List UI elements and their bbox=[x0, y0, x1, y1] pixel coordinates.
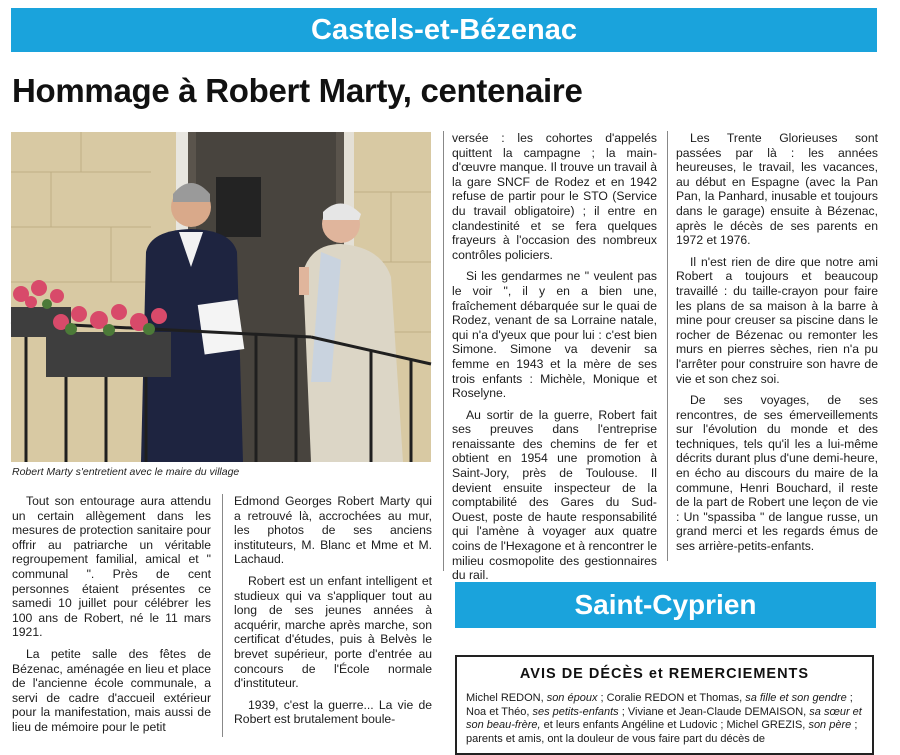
paragraph: Si les gendarmes ne " veulent pas le voir ", il y en a bien une, fraîchement débarquée sur le quai de Rodez, venant de sa Lorraine natale, qui n'a d'yeux que pour lui : c'est bien Simone. Simone va devenir sa femme en 1943 et la mère de ses trois enfants : Michèle, Monique et Roselyne. bbox=[452, 269, 657, 401]
section-banner-saint-cyprien bbox=[455, 582, 876, 628]
photo-illustration bbox=[11, 132, 431, 462]
notice-text: et leurs enfants Angéline et Ludovic ; Michel GREZIS, bbox=[543, 719, 806, 731]
paragraph: Robert est un enfant intelligent et studieux qui va s'appliquer tout au long de ses jeunes années à acquérir, marche après marche, son certificat d'études, puis à Belvès le brevet supérieur, porte d'entrée au concours de l'École normale d'instituteur. bbox=[234, 573, 432, 691]
notice-text: ; Viviane et Jean-Claude DEMAISON, bbox=[621, 705, 807, 718]
notice-relation: ses petits-enfants bbox=[532, 705, 619, 718]
paragraph: Tout son entourage aura attendu un certain allègement dans les mesures de protection sanitaire pour offrir au patriarche un véritable regroupement familial, amical et " communal ". Près de cent personnes étaient présentes ce samedi 10 juillet pour célébrer les 100 ans de Robert, né le 11 mars 1921. bbox=[12, 494, 211, 640]
article-photo bbox=[11, 132, 431, 462]
paragraph: De ses voyages, de ses rencontres, de ses émerveillements sur l'évolution du monde et des techniques, tels qu'il les a lui-même décrits durant plus d'une demi-heure, en écho au discours du maire de la commune, Henri Bouchard, il reste de la part de Robert une leçon de vie : Un "spassiba " de langue russe, un grand merci et les regards émus de ses arrière-petits-enfants. bbox=[676, 393, 878, 554]
article-column-3 bbox=[452, 131, 657, 583]
article-column-2 bbox=[234, 494, 432, 737]
column-divider bbox=[222, 494, 223, 737]
notice-text: Michel REDON, bbox=[466, 692, 544, 704]
notice-relation: son père bbox=[808, 719, 852, 731]
notice-text: ; Noa et Théo, bbox=[466, 692, 853, 718]
paragraph: Les Trente Glorieuses sont passées par là : les années heureuses, le travail, les vacances, au début en Espagne (avec la Pan Pan, la Panhard, inusable et toujours dans le garage) ensuite à Bézenac, après le décès de ses parents en 1972 et 1976. bbox=[676, 131, 878, 248]
column-divider bbox=[443, 131, 444, 571]
notice-relation: sa sœur et son beau-frère, bbox=[466, 705, 862, 731]
section-banner-castels bbox=[11, 8, 877, 52]
notice-relation: son époux bbox=[546, 692, 598, 704]
photo-caption: Robert Marty s'entretient avec le maire du village bbox=[12, 466, 240, 478]
death-notice-body bbox=[466, 692, 864, 746]
paragraph: Il n'est rien de dire que notre ami Robert a toujours et beaucoup travaillé : du taille-crayon pour faire les plans de sa maison à la barre à mine pour creuser sa piscine dans le rocher de Bézenac ou remonter les murs en pierres sèches, rien n'a pu l'arrêter pour construire son havre de vie et son chez soi. bbox=[676, 254, 878, 386]
paragraph: versée : les cohortes d'appelés quittent la campagne ; la main-d'œuvre manque. Il trouve un travail à la gare SNCF de Rodez et en 1942 refuse de partir pour le STO (Service du travail obligatoire) ; il entre en clandestinité et se fera quelques frayeurs à l'occasion des nombreux contrôles policiers. bbox=[452, 131, 657, 262]
notice-relation: sa fille et son gendre bbox=[745, 692, 847, 704]
column-divider bbox=[667, 131, 668, 561]
notice-text: ; parents et amis, ont la douleur de vous faire part du décès de bbox=[466, 719, 858, 745]
death-notice-box bbox=[455, 655, 874, 755]
paragraph: La petite salle des fêtes de Bézenac, aménagée en lieu et place de l'ancienne école communale, a servi de cadre d'accueil extérieur pour la manifestation, mais aussi de lieu de mémoire pour le petit bbox=[12, 646, 211, 734]
death-notice-title: AVIS DE DÉCÈS et REMERCIEMENTS bbox=[519, 666, 810, 682]
article-column-1 bbox=[12, 494, 211, 737]
notice-text: ; Coralie REDON et Thomas, bbox=[600, 692, 743, 704]
paragraph: 1939, c'est la guerre... La vie de Robert est brutalement boule- bbox=[234, 697, 432, 727]
paragraph: Edmond Georges Robert Marty qui a retrouvé là, accrochées au mur, les photos de ses anciens instituteurs, M. Blanc et Mme et M. Lachaud. bbox=[234, 494, 432, 567]
section-title: Castels-et-Bézenac bbox=[311, 13, 577, 46]
article-headline: Hommage à Robert Marty, centenaire bbox=[12, 72, 583, 109]
article-column-4 bbox=[676, 131, 878, 561]
section-title: Saint-Cyprien bbox=[574, 589, 757, 620]
paragraph: Au sortir de la guerre, Robert fait ses preuves dans l'entreprise renaissante des chemins de fer et obtient en 1954 une promotion à Saint-Jory, près de Toulouse. Il devient ensuite inspecteur de la comptabilité des Gares du Sud-Ouest, poste de haute responsabilité qui l'amène à voyager aux quatre coins de l'Hexagone et à rencontrer le milieu cosmopolite des gestionnaires du rail. bbox=[452, 407, 657, 583]
